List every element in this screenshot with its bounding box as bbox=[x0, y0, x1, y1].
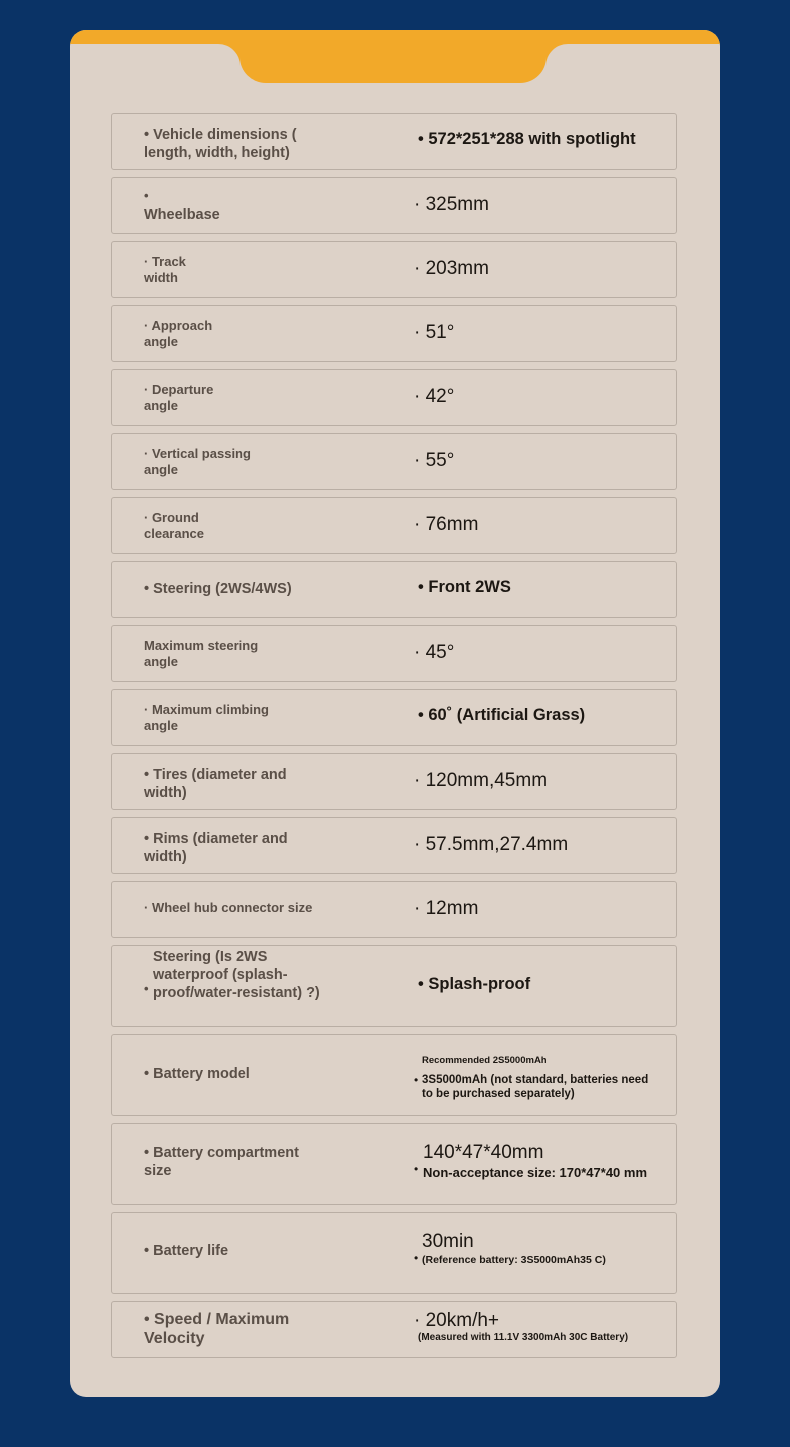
spec-value: • 60˚ (Artificial Grass) bbox=[418, 706, 586, 724]
spec-row-ground-clearance bbox=[111, 497, 677, 554]
spec-value-dot: • bbox=[414, 1162, 419, 1176]
spec-value-line2: 3S5000mAh (not standard, batteries need to be purchased separately) bbox=[422, 1074, 649, 1100]
spec-label: • Speed / Maximum Velocity bbox=[144, 1311, 290, 1347]
spec-value: · 12mm bbox=[414, 898, 479, 919]
spec-row-departure-angle bbox=[111, 369, 677, 426]
spec-label: • Steering (2WS/4WS) bbox=[144, 581, 292, 597]
spec-label: · Approach angle bbox=[144, 318, 213, 349]
spec-row-track-width bbox=[111, 241, 677, 298]
spec-row-max-climbing-angle bbox=[111, 689, 677, 746]
spec-value-line1: 30min bbox=[422, 1231, 474, 1252]
spec-label: • Vehicle dimensions ( length, width, height) bbox=[144, 127, 297, 161]
spec-row-tires bbox=[111, 753, 677, 810]
spec-value-dot: • bbox=[414, 1073, 419, 1087]
spec-row-approach-angle bbox=[111, 305, 677, 362]
spec-row-waterproof bbox=[111, 945, 677, 1027]
spec-row-rims bbox=[111, 817, 677, 874]
spec-row-battery-compartment bbox=[111, 1123, 677, 1205]
spec-value-line2: (Reference battery: 3S5000mAh35 C) bbox=[422, 1254, 606, 1266]
spec-label: Steering (Is 2WS waterproof (splash-proof/water-resistant) ?) bbox=[153, 949, 320, 1001]
spec-label-dot: • bbox=[144, 981, 149, 996]
spec-value bbox=[422, 1231, 622, 1267]
spec-label: • Battery life bbox=[144, 1243, 229, 1259]
spec-label-dot: • bbox=[144, 188, 149, 203]
spec-value: · 76mm bbox=[414, 514, 479, 535]
spec-row-battery-life bbox=[111, 1212, 677, 1294]
spec-value: • Front 2WS bbox=[418, 578, 511, 596]
spec-row-battery-model bbox=[111, 1034, 677, 1116]
spec-value-line1: · 20km/h+ bbox=[414, 1310, 500, 1331]
spec-row-speed bbox=[111, 1301, 677, 1358]
spec-value: • Splash-proof bbox=[418, 975, 531, 993]
spec-value: • 572*251*288 with spotlight bbox=[418, 130, 636, 148]
spec-label: • Rims (diameter and width) bbox=[144, 831, 288, 865]
spec-value-line2: Non-acceptance size: 170*47*40 mm bbox=[423, 1165, 648, 1180]
spec-label: Wheelbase bbox=[144, 207, 220, 223]
spec-label: · Vertical passing angle bbox=[144, 446, 251, 477]
spec-value: · 51° bbox=[414, 322, 455, 343]
spec-label: Maximum steering angle bbox=[144, 638, 259, 669]
spec-value: · 120mm,45mm bbox=[414, 770, 548, 791]
spec-label: • Battery compartment size bbox=[144, 1145, 299, 1179]
spec-value bbox=[423, 1142, 663, 1181]
spec-row-vehicle-dimensions bbox=[111, 113, 677, 170]
spec-value: · 325mm bbox=[414, 194, 489, 215]
spec-value: · 55° bbox=[414, 450, 455, 471]
spec-row-max-steering-angle bbox=[111, 625, 677, 682]
spec-value: · 57.5mm,27.4mm bbox=[414, 834, 569, 855]
spec-value-line1: Recommended 2S5000mAh bbox=[422, 1055, 547, 1066]
spec-label: · Track width bbox=[144, 254, 186, 285]
spec-label: · Departure angle bbox=[144, 382, 214, 413]
spec-row-wheel-hub bbox=[111, 881, 677, 938]
spec-label: • Tires (diameter and width) bbox=[144, 767, 287, 801]
spec-label: · Wheel hub connector size bbox=[144, 900, 313, 915]
spec-value-line1: 140*47*40mm bbox=[423, 1142, 544, 1163]
spec-label: · Ground clearance bbox=[144, 510, 204, 541]
spec-label: · Maximum climbing angle bbox=[144, 702, 269, 733]
spec-value-line2: (Measured with 11.1V 3300mAh 30C Battery) bbox=[418, 1332, 629, 1343]
spec-label: • Battery model bbox=[144, 1066, 250, 1082]
spec-row-vertical-passing-angle bbox=[111, 433, 677, 490]
spec-value bbox=[414, 1310, 674, 1344]
spec-value: · 203mm bbox=[414, 258, 489, 279]
spec-value-dot: • bbox=[414, 1251, 419, 1265]
spec-value: · 42° bbox=[414, 386, 455, 407]
spec-value bbox=[422, 1055, 662, 1101]
spec-row-wheelbase bbox=[111, 177, 677, 234]
card-header-tab bbox=[240, 30, 546, 83]
spec-row-steering bbox=[111, 561, 677, 618]
spec-value: · 45° bbox=[414, 642, 455, 663]
